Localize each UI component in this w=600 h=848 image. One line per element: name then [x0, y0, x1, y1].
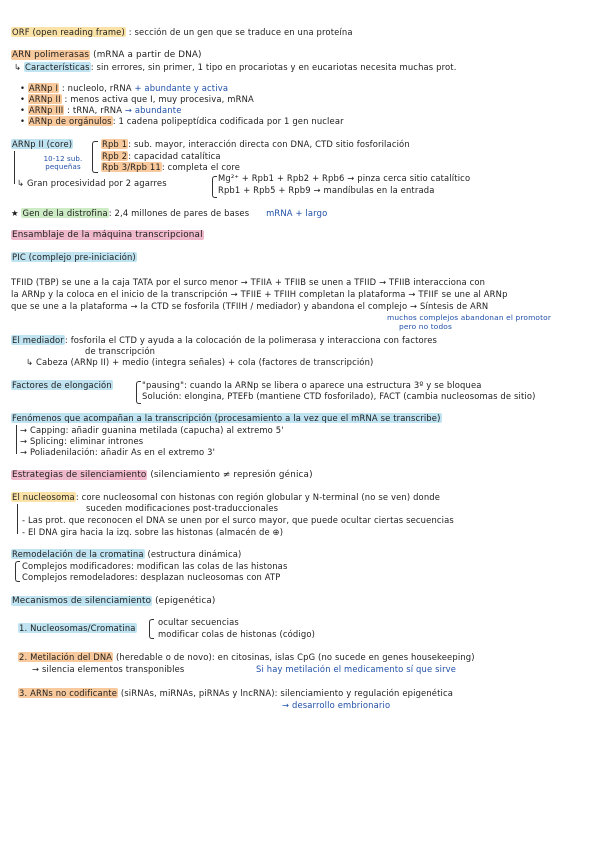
mecanismo-3-line: [18, 688, 453, 699]
splicing-text: Splicing: eliminar intrones: [29, 436, 144, 446]
pic-line-3: que se une a la plataforma → la CTD se fosforila (TFIIH / mediador) y abandona el complejo → Síntesis de ARN: [11, 301, 489, 311]
mecanismo-2-note: Si hay metilación el medicamento sí que sirve: [256, 664, 457, 674]
mecanismo-2-line: [18, 652, 475, 663]
arnp1-line: • ARNp I : nucleolo, rRNA + abundante y activa: [20, 83, 229, 93]
ensamblaje-heading: [11, 230, 204, 241]
pic-line-1: TFIID (TBP) se une a la caja TATA por el surco menor → TFIIA + TFIIB se unen a TFIID → TFIIB interacciona con: [11, 277, 486, 287]
agarres-brace: [212, 176, 217, 198]
estrategias-rest: (silenciamiento ≠ represión génica): [150, 470, 313, 480]
mediador-text-1: : fosforila el CTD y ayuda a la colocación de la polimerasa y interacciona con factores: [64, 335, 438, 345]
remodelacion-heading: [11, 549, 241, 560]
sub-count-note: 10-12 sub. pequeñas: [43, 155, 83, 171]
rpb1-line: [101, 139, 410, 150]
mecanismo-1-line: [18, 623, 137, 634]
rpb2-text: : capacidad catalítica: [128, 151, 221, 161]
pic-heading: [11, 252, 137, 263]
remodelacion-label: Remodelación de la cromatina: [12, 549, 144, 559]
distrofina-label: Gen de la distrofina: [22, 208, 108, 218]
fenomenos-label: Fenómenos que acompañan a la transcripción (procesamiento a la vez que el mRNA se transcribe): [12, 413, 441, 423]
nucleosoma-line-1: [11, 492, 440, 503]
arnp-organulos-line: • ARNp de orgánulos: 1 cadena polipeptídica codificada por 1 gen nuclear: [20, 116, 344, 126]
arnp1-text: : nucleolo, rRNA: [61, 83, 132, 93]
arnp1-name: ARNp I: [28, 83, 59, 93]
arnp3-name: ARNp III: [28, 105, 64, 115]
splicing-line: → Splicing: eliminar intrones: [20, 436, 144, 446]
arnp2-text: : menos activa que I, muy procesiva, mRNA: [64, 94, 254, 104]
mecanismo-3-sub: → desarrollo embrionario: [282, 700, 391, 710]
arnp3-line: • ARNp III : tRNA, rRNA → abundante: [20, 105, 182, 115]
nucleosoma-label: El nucleosoma: [12, 492, 75, 502]
mediador-line-2: de transcripción: [85, 346, 156, 356]
ensamblaje-title: Ensamblaje de la máquina transcripcional: [12, 230, 203, 240]
mediador-label: El mediador: [12, 335, 64, 345]
arnp2-line: • ARNp II : menos activa que I, muy procesiva, mRNA: [20, 94, 254, 104]
mecanismo-1-brace: [149, 619, 154, 639]
mecanismo-3-label: 3. ARNs no codificante: [19, 688, 118, 698]
mecanismo-2-text: (heredable o de novo): en citosinas, islas CpG (no sucede en genes housekeeping): [116, 652, 475, 662]
remodelacion-item-2: Complejos remodeladores: desplazan nucleosomas con ATP: [22, 572, 281, 582]
caracteristicas-line: ↳ Características: sin errores, sin primer, 1 tipo en procariotas y en eucariotas necesita muchas prot.: [14, 62, 457, 72]
arnp2-name: ARNp II: [28, 94, 61, 104]
arnp3-text: : tRNA, rRNA: [67, 105, 123, 115]
mecanismo-2-sub: → silencia elementos transponibles: [32, 664, 185, 674]
nucleosoma-line-3: - Las prot. que reconocen el DNA se unen por el surco mayor, que puede ocultar ciertas secuencias: [22, 515, 454, 525]
mecanismos-heading: [11, 596, 215, 607]
polimerasas-title-rest: (mRNA a partir de DNA): [93, 50, 202, 60]
caracteristicas-label: Características: [24, 62, 90, 72]
rpb2-name: Rpb 2: [102, 151, 128, 161]
rpb3-name: Rpb 3/Rpb 11: [102, 162, 161, 172]
nucleosoma-line-2: suceden modificaciones post-traduccionales: [86, 503, 279, 513]
rpb1-text: : sub. mayor, interacción directa con DNA, CTD sitio fosforilación: [128, 139, 410, 149]
mediador-line-1: [11, 335, 437, 346]
estrategias-title: Estrategias de silenciamiento: [12, 470, 147, 480]
gran-procesividad-text: Gran procesividad por 2 agarres: [26, 178, 167, 188]
arnp-organulos-name: ARNp de orgánulos: [28, 116, 112, 126]
mecanismo-1-a: ocultar secuencias: [158, 617, 239, 627]
capping-line: → Capping: añadir guanina metilada (capucha) al extremo 5': [20, 425, 284, 435]
distrofina-line: ★ Gen de la distrofina: 2,4 millones de pares de bases mRNA + largo: [11, 208, 328, 218]
mecanismos-rest: (epigenética): [155, 596, 216, 606]
mecanismo-1-label: 1. Nucleosomas/Cromatina: [19, 623, 136, 633]
rpb2-line: [101, 151, 221, 162]
orf-definition: : sección de un gen que se traduce en una proteína: [128, 27, 353, 37]
caracteristicas-text: : sin errores, sin primer, 1 tipo en procariotas y en eucariotas necesita muchas prot.: [90, 62, 457, 72]
arnp2-core-label: ARNp II (core): [12, 139, 73, 149]
arnp2-core-line: [11, 139, 73, 150]
gran-procesividad-line: ↳ Gran procesividad por 2 agarres: [17, 178, 167, 188]
mg-pinza-line: Mg²⁺ + Rpb1 + Rpb2 + Rpb6 → pinza cerca sitio catalítico: [218, 173, 471, 183]
pausing-line: "pausing": cuando la ARNp se libera o aparece una estructura 3º y se bloquea: [142, 380, 482, 390]
solucion-line: Solución: elongina, PTEFb (mantiene CTD fosforilado), FACT (cambia nucleosomas de sitio): [142, 391, 536, 401]
arnp3-note: → abundante: [124, 105, 182, 115]
polimerasas-heading: [11, 50, 202, 61]
remodelacion-brace: [15, 561, 20, 582]
mecanismo-1-b: modificar colas de histonas (código): [158, 629, 316, 639]
estrategias-heading: [11, 470, 313, 481]
capping-text: Capping: añadir guanina metilada (capucha) al extremo 5': [29, 425, 284, 435]
mediador-cabeza-line: ↳ Cabeza (ARNp II) + medio (integra señales) + cola (factores de transcripción): [26, 357, 374, 367]
rpb3-text: : completa el core: [161, 162, 241, 172]
nucleosoma-line-4: - El DNA gira hacia la izq. sobre las histonas (almacén de ⊕): [22, 527, 284, 537]
elongacion-brace: [136, 381, 141, 404]
arnp-organulos-text: : 1 cadena polipeptídica codificada por 1 gen nuclear: [112, 116, 344, 126]
distrofina-text: : 2,4 millones de pares de bases: [108, 208, 250, 218]
rpb-brace: [92, 141, 98, 173]
mecanismo-2-label: 2. Metilación del DNA: [19, 652, 113, 662]
mecanismo-3-text: (siRNAs, miRNAs, piRNAs y lncRNA): silenciamiento y regulación epigenética: [120, 688, 454, 698]
rpb1-name: Rpb 1: [102, 139, 128, 149]
distrofina-note: mRNA + largo: [266, 208, 328, 218]
pic-note-2: pero no todos: [399, 322, 452, 331]
poliadenilacion-text: Poliadenilación: añadir As en el extremo 3': [29, 447, 216, 457]
remodelacion-rest: (estructura dinámica): [147, 549, 242, 559]
orf-term: ORF (open reading frame): [12, 27, 125, 37]
nucleosoma-text-3: Las prot. que reconocen el DNA se unen por el surco mayor, que puede ocultar ciertas secuencias: [27, 515, 454, 525]
mediador-cabeza-text: Cabeza (ARNp II) + medio (integra señales) + cola (factores de transcripción): [35, 357, 374, 367]
elongacion-line: [11, 380, 113, 391]
mandibulas-line: Rpb1 + Rpb5 + Rpb9 → mandíbulas en la entrada: [218, 185, 435, 195]
fenomenos-heading: [11, 413, 442, 424]
fenomenos-connector: [16, 425, 17, 454]
mecanismos-title: Mecanismos de silenciamiento: [12, 596, 152, 606]
orf-line: [11, 27, 353, 38]
remodelacion-item-1: Complejos modificadores: modifican las colas de las histonas: [22, 561, 288, 571]
pic-note-1: muchos complejos abandonan el promotor: [387, 313, 552, 322]
pic-title: PIC (complejo pre-iniciación): [12, 252, 136, 262]
polimerasas-title: ARN polimerasas: [12, 50, 90, 60]
arnp1-note: + abundante y activa: [134, 83, 229, 93]
elongacion-label: Factores de elongación: [12, 380, 112, 390]
nucleosoma-connector: [17, 504, 18, 534]
core-connector: [14, 151, 15, 184]
pic-line-2: la ARNp y la coloca en el inicio de la transcripción → TFIIE + TFIIH completan la plataforma → TFIIF se une al ARNp: [11, 289, 508, 299]
nucleosoma-text-1: : core nucleosomal con histonas con región globular y N-terminal (no se ven) donde: [75, 492, 441, 502]
poliadenilacion-line: → Poliadenilación: añadir As en el extremo 3': [20, 447, 216, 457]
rpb3-line: [101, 162, 240, 173]
nucleosoma-text-4: El DNA gira hacia la izq. sobre las histonas (almacén de ⊕): [27, 527, 284, 537]
